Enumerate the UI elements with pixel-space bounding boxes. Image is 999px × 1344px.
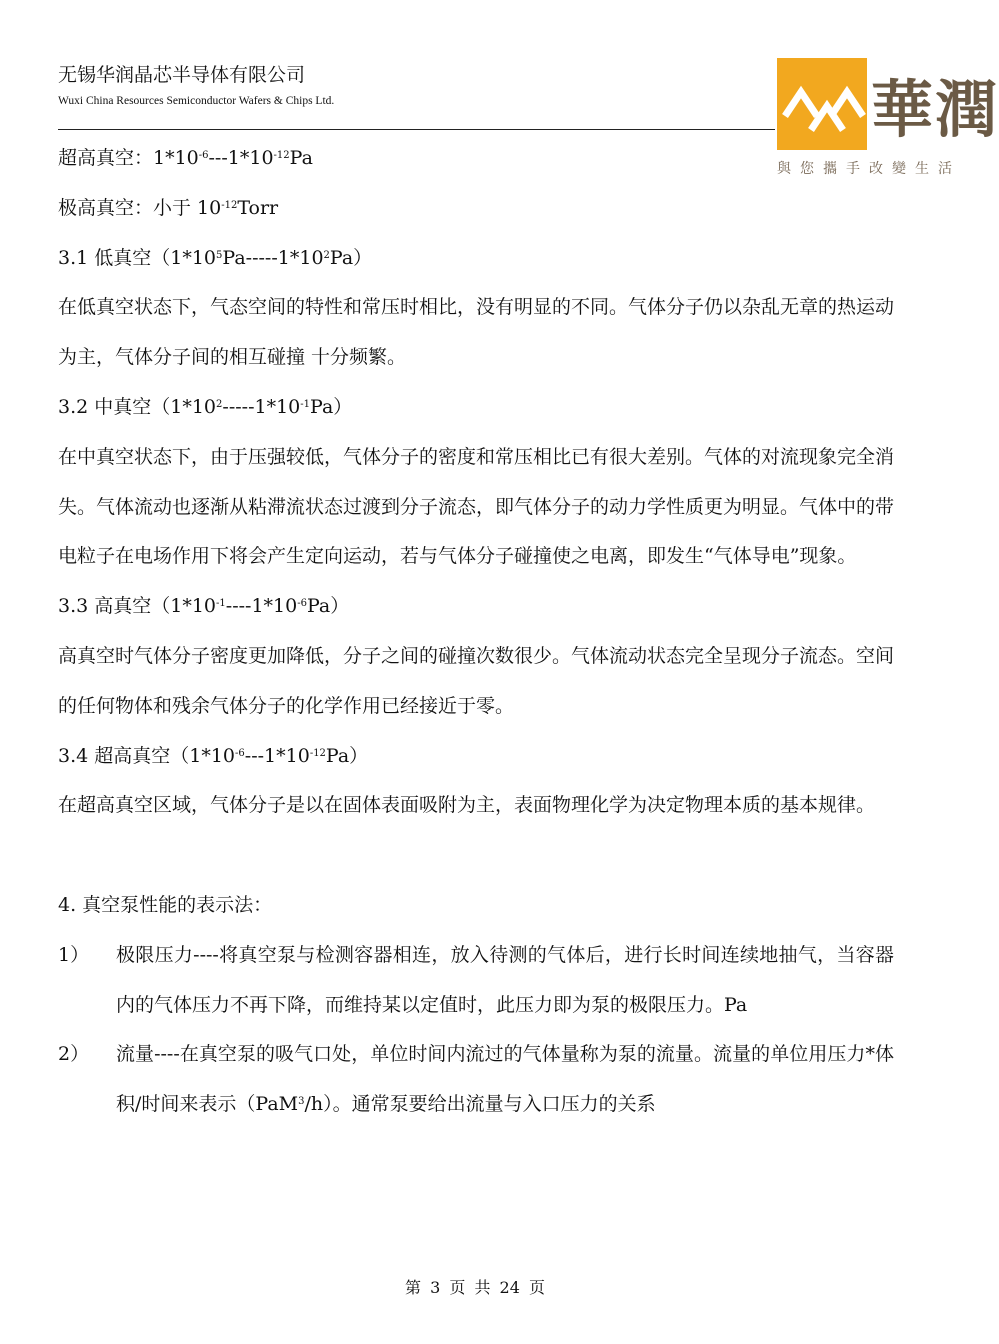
section-3-1-heading: 3.1 低真空$(1*10^5Pa-----1*10^2Pa)$ (58, 246, 373, 269)
section-3-3-paragraph: 高真空时气体分子密度更加降低，分子之间的碰撞次数很少。气体流动状态完全呈现分子流态。空间的任何物体和残余气体分子的化学作用已经接近于零。 (58, 644, 895, 717)
company-name-en: Wuxi China Resources Semiconductor Wafers & Chips Ltd. (58, 95, 335, 107)
document-body (58, 134, 894, 1130)
list-item (58, 1030, 894, 1130)
list-item-text: 流量----在真空泵的吸气口处，单位时间内流过的气体量称为泵的流量。流量的单位用压力*体积/时间来表示（PaM$^3$/h）。通常泵要给出流量与入口压力的关系 (116, 1043, 894, 1116)
xhv-range-line: 极高真空：小于 $10^{-12}Torr$ (58, 196, 279, 219)
company-name-cn: 无锡华润晶芯半导体有限公司 (58, 64, 306, 86)
section-3-2-paragraph: 在中真空状态下，由于压强较低，气体分子的密度和常压相比已有很大差别。气体的对流现象完全消失。气体流动也逐渐从粘滞流状态过渡到分子流态，即气体分子的动力学性质更为明显。气体中的带电粒子在电场作用下将会产生定向运动，若与气体分子碰撞使之电离，即发生“气体导电”现象。 (58, 445, 895, 568)
list-item-number: 2） (58, 1043, 90, 1066)
page-number: 第 3 页 共 24 页 (405, 1278, 545, 1297)
uhv-range-line: 超高真空：$1*10^{-6}---1*10^{-12}Pa$ (58, 147, 313, 169)
blank-line (58, 831, 894, 881)
list-item-number: 1） (58, 943, 90, 966)
section-3-3-heading: 3.3 高真空$(1*10^{-1}----1*10^{-6}Pa)$ (58, 595, 350, 618)
section-3-1-paragraph: 在低真空状态下，气态空间的特性和常压时相比，没有明显的不同。气体分子仍以杂乱无章的热运动为主，气体分子间的相互碰撞 十分频繁。 (58, 296, 895, 369)
logo-characters: 華潤 (871, 73, 999, 146)
section-3-4-paragraph: 在超高真空区域，气体分子是以在固体表面吸附为主，表面物理化学为决定物理本质的基本规律。 (58, 794, 876, 817)
logo-slogan: 與您攜手改變生活 (777, 161, 961, 177)
list-item-text: 极限压力----将真空泵与检测容器相连，放入待测的气体后，进行长时间连续地抽气，当容器内的气体压力不再下降，而维持某以定值时，此压力即为泵的极限压力。Pa (116, 943, 894, 1016)
section-3-4-heading: 3.4 超高真空$(1*10^{-6}---1*10^{-12}Pa)$ (58, 744, 369, 767)
header-rule (58, 129, 775, 130)
section-3-2-heading: 3.2 中真空$(1*10^2-----1*10^{-1}Pa)$ (58, 395, 353, 418)
section-4-heading: 4. 真空泵性能的表示法： (58, 893, 273, 916)
list-item (58, 931, 894, 1031)
